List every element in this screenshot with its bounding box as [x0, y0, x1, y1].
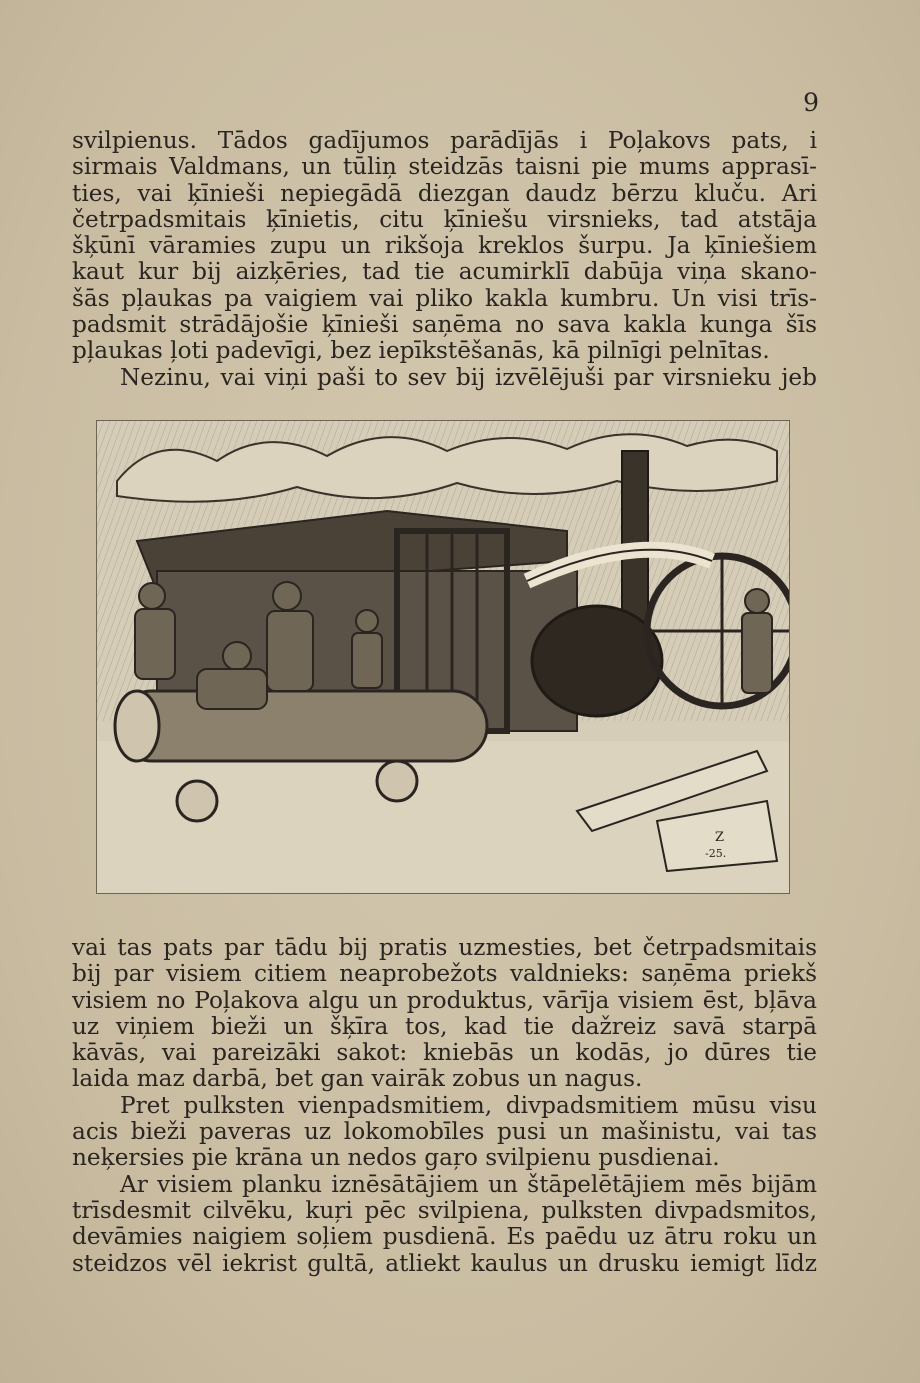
- text-line: šās pļaukas pa vaigiem vai pliko kakla kumbru. Un visi trīs-: [72, 285, 817, 312]
- svg-text:-25.: -25.: [705, 847, 727, 860]
- text-line: bij par visiem citiem neaprobežots valdnieks: saņēma priekš: [72, 961, 817, 988]
- text-line: steidzos vēl iekrist gultā, atliekt kaulus un drusku iemigt līdz: [72, 1250, 817, 1277]
- text-line: padsmit strādājošie ķīnieši saņēma no sava kakla kunga šīs: [72, 312, 817, 339]
- text-line: trīsdesmit cilvēku, kuŗi pēc svilpiena, pulksten divpadsmitos,: [72, 1197, 817, 1224]
- log: [117, 691, 487, 761]
- text-line: neķersies pie krāna un nedos gaŗo svilpienu pusdienai.: [72, 1145, 720, 1172]
- sawmill-illustration: [96, 420, 790, 894]
- carriage-wheel: [177, 781, 217, 821]
- sawmill-drawing: [97, 421, 789, 893]
- text-line: četrpadsmitais ķīnietis, citu ķīniešu virsnieks, tad atstāja: [72, 206, 817, 233]
- text-line: devāmies naigiem soļiem pusdienā. Es paēdu uz ātru roku un: [72, 1224, 817, 1251]
- carriage-wheel: [377, 761, 417, 801]
- text-block-bottom: [72, 935, 817, 1277]
- text-line: šķūnī vāramies zupu un rikšoja kreklos šurpu. Ja ķīniešiem: [72, 233, 817, 260]
- text-block-top: [72, 128, 817, 391]
- text-line: kāvās, vai pareizāki sakot: kniebās un kodās, jo dūres tie: [72, 1040, 817, 1067]
- text-line: ties, vai ķīnieši nepiegādā diezgan daudz bērzu kluču. Ari: [72, 180, 817, 207]
- text-line: pļaukas ļoti padevīgi, bez iepīkstēšanās, kā pilnīgi pelnītas.: [72, 338, 770, 365]
- text-line: Pret pulksten vienpadsmitiem, divpadsmitiem mūsu visu: [120, 1092, 817, 1119]
- text-line: uz viņiem bieži un šķīra tos, kad tie dažreiz savā starpā: [72, 1013, 817, 1040]
- text-line: svilpienus. Tādos gadījumos parādījās i Poļakovs pats, i: [72, 128, 817, 154]
- text-line: kaut kur bij aizķēries, tad tie acumirklī dabūja viņa skano-: [72, 259, 817, 286]
- text-line: visiem no Poļakova algu un produktus, vārīja visiem ēst, bļāva: [72, 987, 817, 1014]
- artist-signature: Z: [715, 830, 725, 845]
- text-line: Ar visiem planku iznēsātājiem un štāpelētājiem mēs bijām: [120, 1171, 817, 1198]
- engine-boiler: [532, 606, 662, 716]
- text-line: sirmais Valdmans, un tūliņ steidzās taisni pie mums apprasī-: [72, 154, 817, 181]
- text-line: vai tas pats par tādu bij pratis uzmesties, bet četrpadsmitais: [72, 935, 817, 961]
- page-number: 9: [803, 88, 820, 117]
- text-line: acis bieži paveras uz lokomobīles pusi un mašinistu, vai tas: [72, 1119, 817, 1146]
- text-line: laida maz darbā, bet gan vairāk zobus un nagus.: [72, 1066, 643, 1093]
- text-line: Nezinu, vai viņi paši to sev bij izvēlējuši par virsnieku jeb: [120, 364, 817, 391]
